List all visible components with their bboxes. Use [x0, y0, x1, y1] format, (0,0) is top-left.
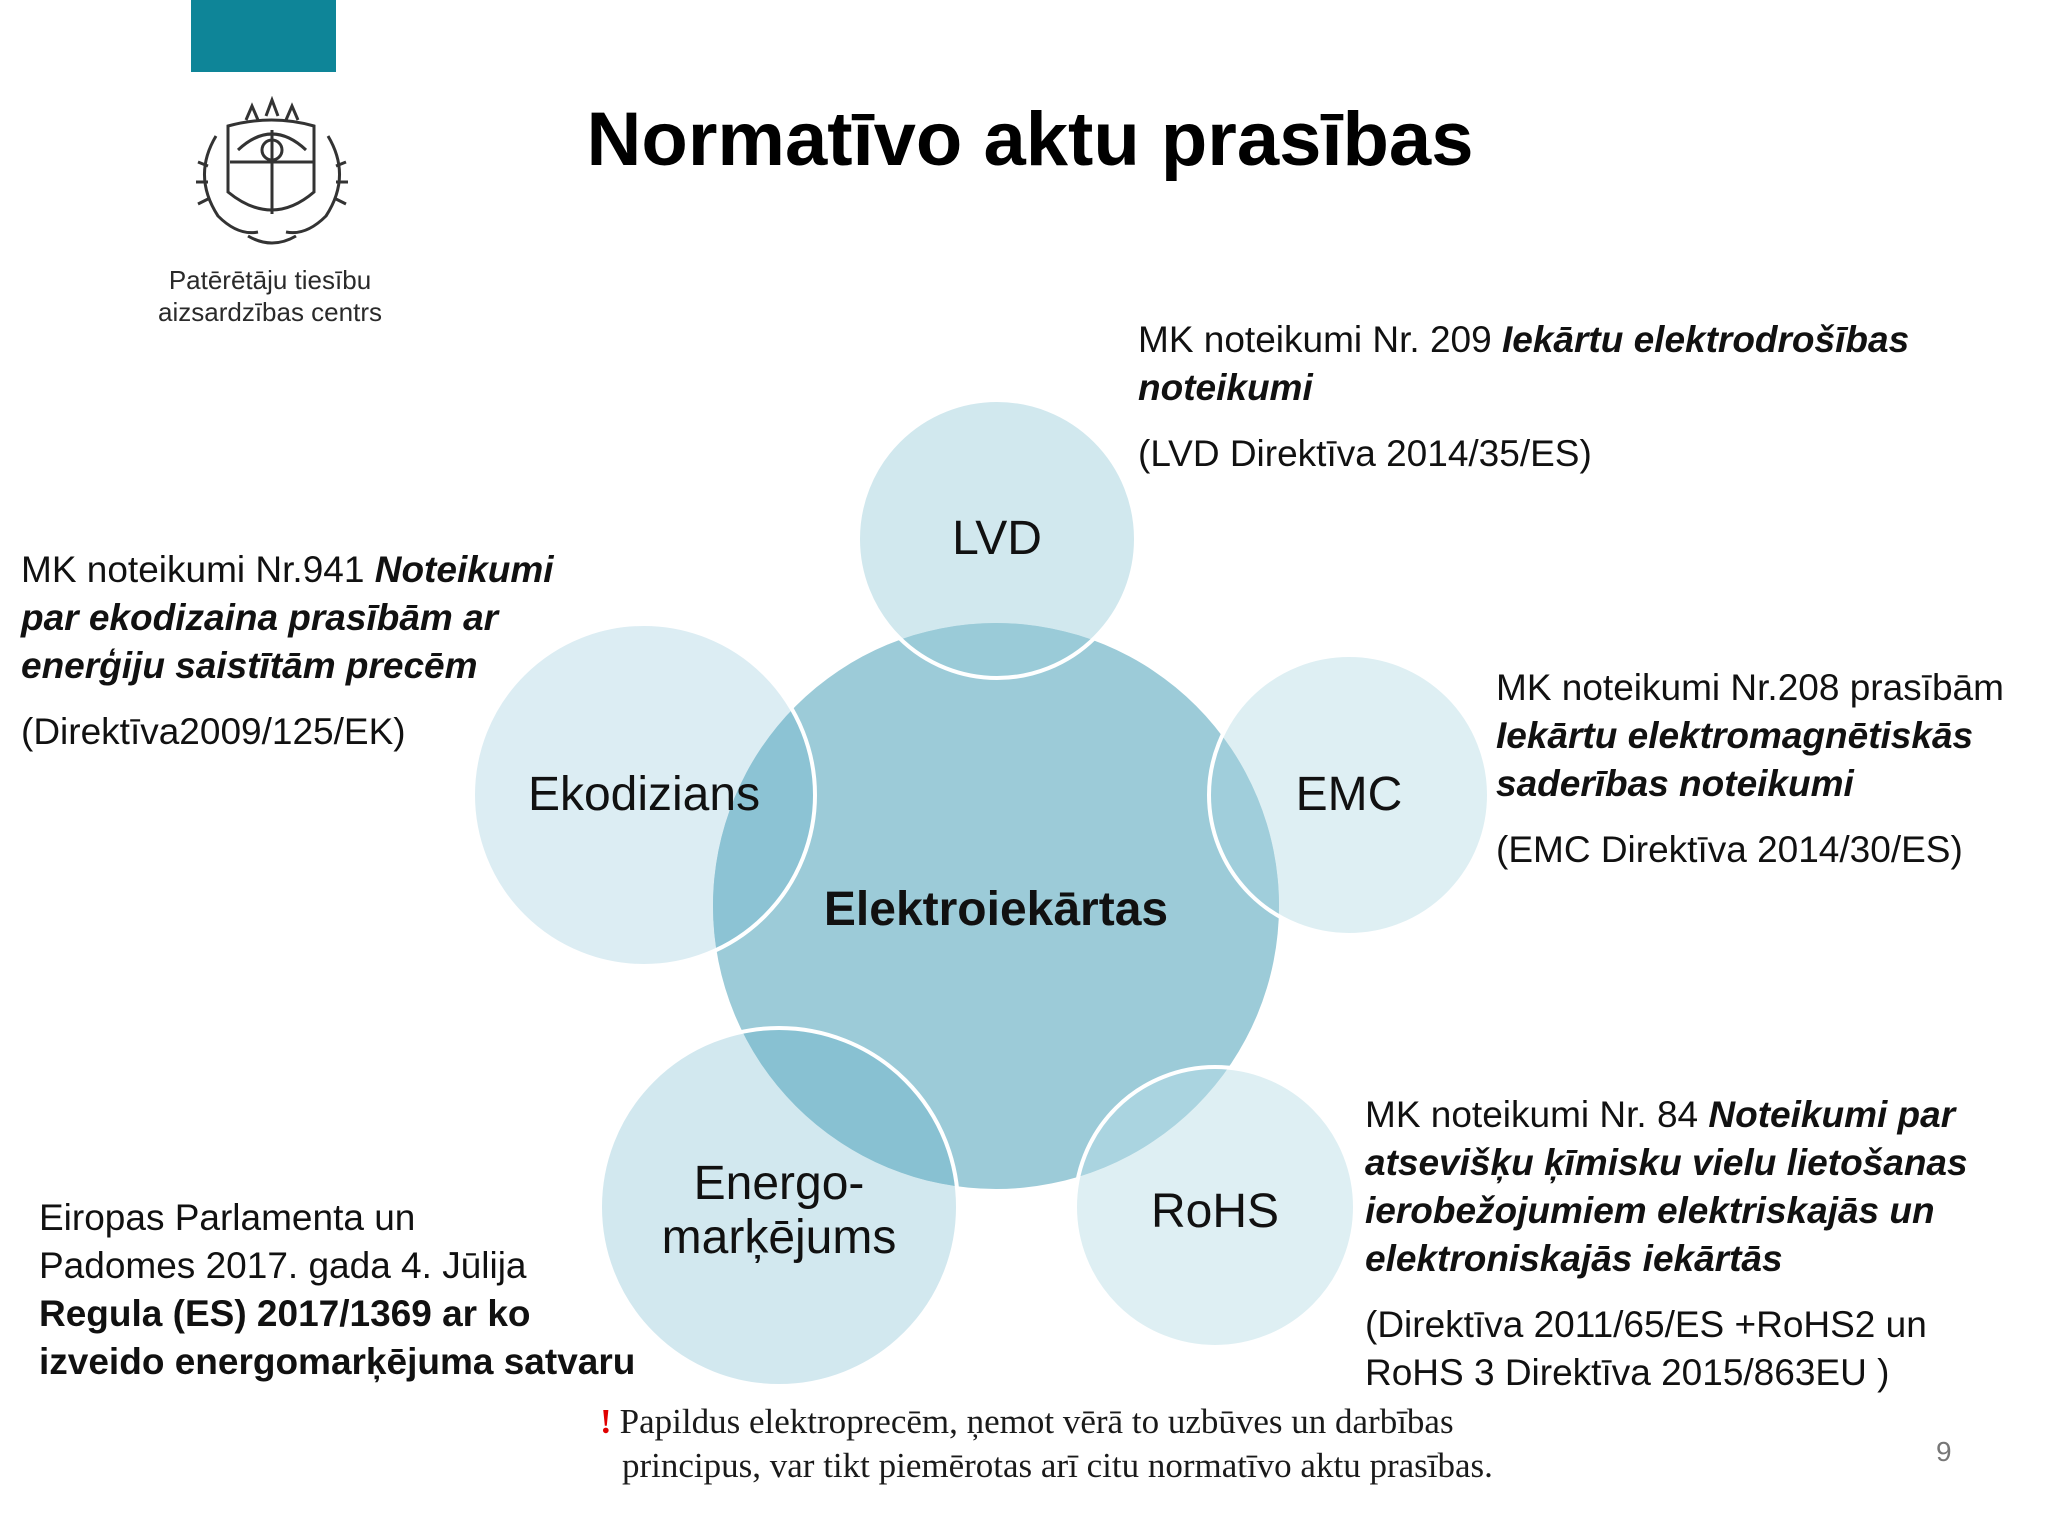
organization-name-line2: aizsardzības centrs	[158, 297, 382, 327]
rohs-directive-line1: (Direktīva 2011/65/ES +RoHS2 un	[1365, 1304, 1927, 1345]
lvd-title-line1: Iekārtu elektrodrošības	[1501, 319, 1910, 360]
label-energo	[662, 1157, 897, 1265]
ekodizains-regulation-block	[21, 546, 554, 756]
rohs-directive-line2: RoHS 3 Direktīva 2015/863EU )	[1365, 1352, 1890, 1393]
ekodizains-title-line1: Noteikumi	[374, 549, 554, 590]
rohs-title-line1: Noteikumi par	[1708, 1094, 1956, 1135]
page-number: 9	[1936, 1436, 1952, 1467]
ekodizains-directive: (Direktīva2009/125/EK)	[21, 711, 406, 752]
emc-title-line2: saderības noteikumi	[1496, 763, 1854, 804]
rohs-prefix: MK noteikumi Nr. 84	[1365, 1094, 1709, 1135]
emc-line1: MK noteikumi Nr.208 prasībām	[1496, 667, 2004, 708]
energo-regulation-block	[39, 1194, 635, 1386]
energo-line2: Padomes 2017. gada 4. Jūlija	[39, 1245, 527, 1286]
rohs-title-line2: atsevišķu ķīmisku vielu lietošanas	[1365, 1142, 1968, 1183]
ekodizains-title-line3: enerģiju saistītām precēm	[21, 645, 478, 686]
ekodizains-prefix: MK noteikumi Nr.941	[21, 549, 375, 590]
rohs-regulation-block	[1365, 1091, 1968, 1397]
label-emc: EMC	[1295, 768, 1403, 821]
energo-line1: Eiropas Parlamenta un	[39, 1197, 416, 1238]
emc-directive: (EMC Direktīva 2014/30/ES)	[1496, 829, 1963, 870]
label-rohs: RoHS	[1150, 1185, 1280, 1238]
organization-name-line1: Patērētāju tiesību	[168, 265, 372, 295]
lvd-prefix: MK noteikumi Nr. 209	[1138, 319, 1502, 360]
rohs-title-line3: ierobežojumiem elektriskajās un	[1365, 1190, 1935, 1231]
slide-title: Normatīvo aktu prasības	[586, 97, 1474, 182]
footnote-line2: principus, var tikt piemērotas arī citu normatīvo aktu prasības.	[622, 1446, 1493, 1485]
lvd-directive: (LVD Direktīva 2014/35/ES)	[1138, 433, 1592, 474]
label-lvd: LVD	[952, 512, 1042, 565]
label-ekodizains: Ekodizians	[527, 768, 761, 821]
emc-title-line1: Iekārtu elektromagnētiskās	[1496, 715, 1974, 756]
footnote-line1: Papildus elektroprecēm, ņemot vērā to uzbūves un darbības	[619, 1402, 1454, 1441]
label-center: Elektroiekārtas	[823, 883, 1169, 936]
emc-regulation-block	[1496, 664, 2004, 874]
label-energo-line1: Energo-	[693, 1157, 865, 1210]
lvd-title-line2: noteikumi	[1138, 367, 1313, 408]
footnote	[600, 1400, 1600, 1488]
energo-bold-line2: izveido energomarķējuma satvaru	[39, 1341, 636, 1382]
lvd-regulation-block	[1138, 316, 1909, 478]
label-energo-line2: marķējums	[661, 1211, 897, 1264]
rohs-title-line4: elektroniskajās iekārtās	[1365, 1238, 1783, 1279]
footnote-exclamation: !	[600, 1402, 612, 1441]
ekodizains-title-line2: par ekodizaina prasībām ar	[21, 597, 499, 638]
energo-bold-line1: Regula (ES) 2017/1369 ar ko	[39, 1293, 531, 1334]
